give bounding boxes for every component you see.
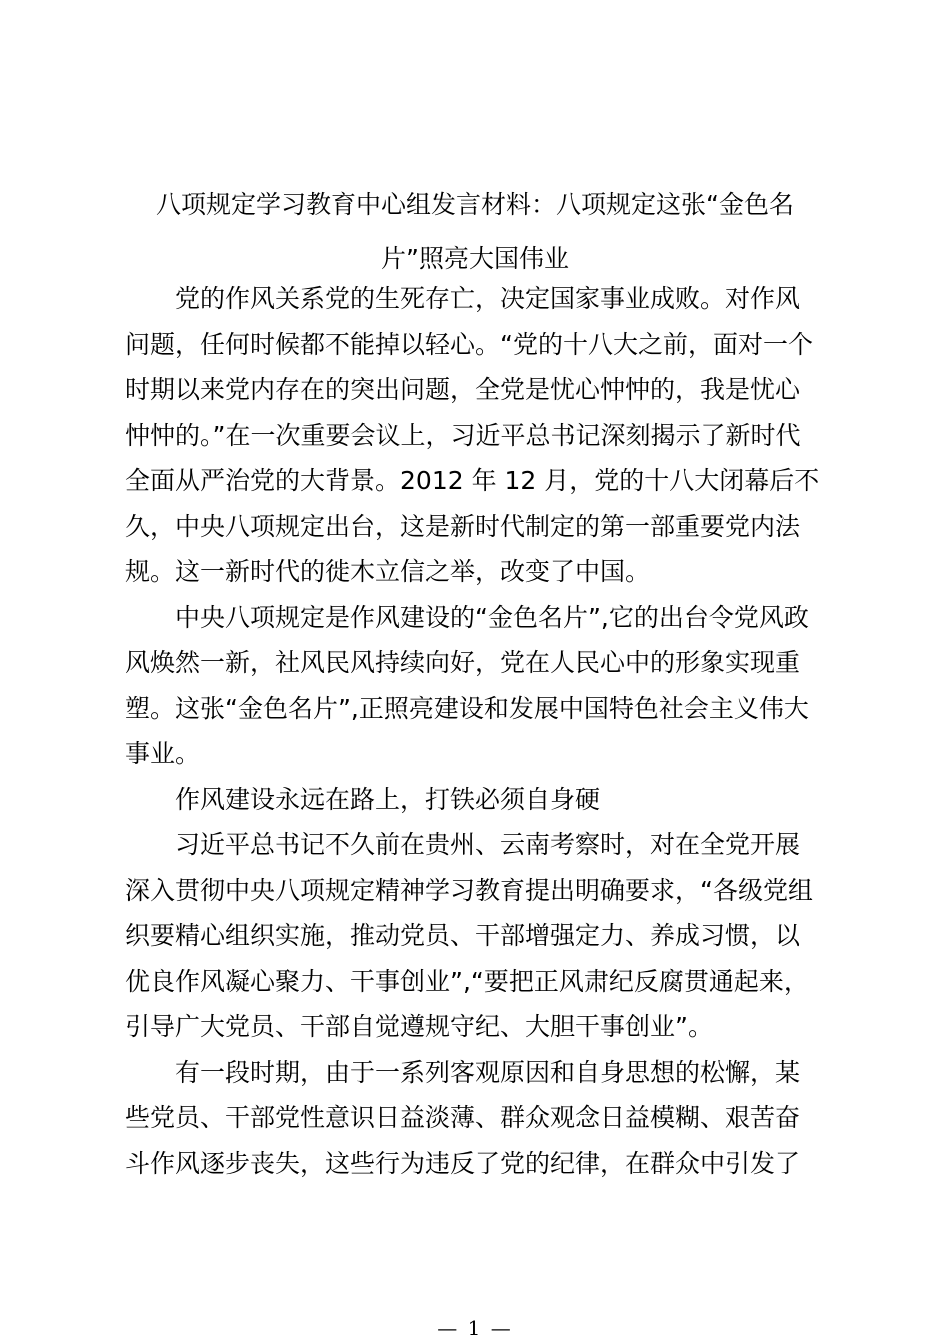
paragraph-line: 引导广大党员、干部自觉遵规守纪、大胆干事创业”。: [125, 1012, 713, 1041]
paragraph-line: 塑。这张“金色名片”,正照亮建设和发展中国特色社会主义伟大: [125, 693, 809, 723]
paragraph-line: 些党员、干部党性意识日益淡薄、群众观念日益模糊、艰苦奋: [125, 1103, 801, 1132]
paragraph-line: 优良作风凝心聚力、干事创业”,“要把正风肃纪反腐贯通起来，: [125, 966, 809, 996]
paragraph-line: 规。这一新时代的徙木立信之举，改变了中国。: [125, 557, 651, 586]
paragraph-line: 作风建设永远在路上，打铁必须自身硬: [175, 784, 601, 814]
paragraph: [125, 1050, 837, 1187]
paragraph-line: 风焕然一新，社风民风持续向好，党在人民心中的形象实现重: [125, 648, 801, 677]
paragraph-line: 中央八项规定是作风建设的“金色名片”,它的出台令党风政: [175, 602, 809, 632]
document-title: [120, 178, 830, 286]
title-line: 片”照亮大国伟业: [381, 244, 569, 273]
paragraph-line: 久，中央八项规定出台，这是新时代制定的第一部重要党内法: [125, 511, 801, 541]
document-body: [125, 276, 837, 1186]
paragraph-line: 全面从严治党的大背景。2012 年 12 月，党的十八大闭幕后不: [125, 466, 820, 495]
paragraph: [125, 595, 837, 777]
paragraph: [125, 777, 837, 823]
paragraph: [125, 276, 837, 595]
paragraph-line: 党的作风关系党的生死存亡，决定国家事业成败。对作风: [175, 284, 801, 313]
paragraph-line: 深入贯彻中央八项规定精神学习教育提出明确要求，“各级党组: [125, 875, 813, 905]
paragraph-line: 问题，任何时候都不能掉以轻心。“党的十八大之前，面对一个: [125, 329, 813, 359]
page-number: — 1 —: [437, 1316, 513, 1340]
paragraph-line: 有一段时期，由于一系列客观原因和自身思想的松懈，某: [175, 1057, 801, 1087]
paragraph-line: 织要精心组织实施，推动党员、干部增强定力、养成习惯，以: [125, 921, 801, 950]
paragraph-line: 时期以来党内存在的突出问题，全党是忧心忡忡的，我是忧心: [125, 375, 801, 404]
paragraph-line: 习近平总书记不久前在贵州、云南考察时，对在全党开展: [175, 830, 801, 859]
title-line: 八项规定学习教育中心组发言材料：八项规定这张“金色名: [156, 190, 794, 219]
paragraph: [125, 822, 837, 1050]
paragraph-line: 忡忡的。”在一次重要会议上，习近平总书记深刻揭示了新时代: [125, 420, 801, 450]
paragraph-line: 事业。: [125, 739, 201, 768]
paragraph-line: 斗作风逐步丧失，这些行为违反了党的纪律，在群众中引发了: [125, 1148, 801, 1178]
